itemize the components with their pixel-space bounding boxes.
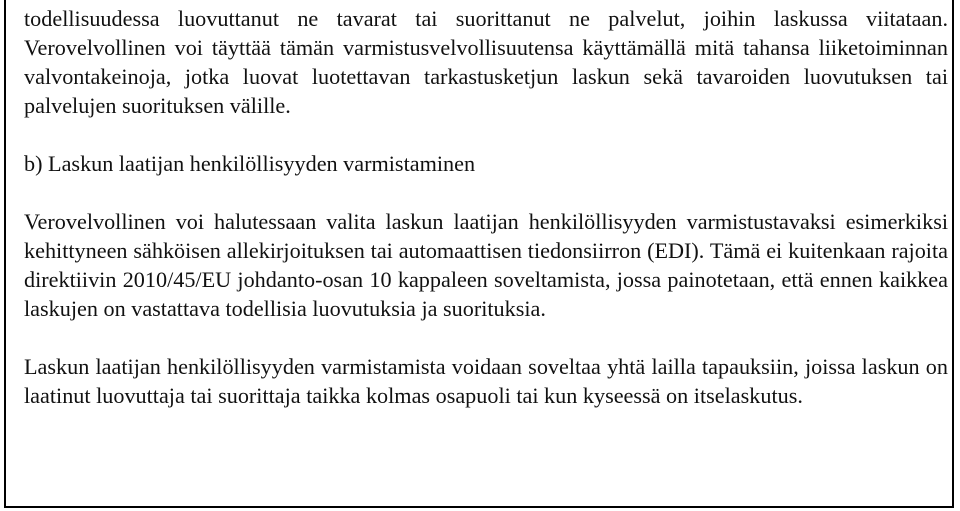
paragraph-identity-verification: Verovelvollinen voi halutessaan valita laskun laatijan henkilöllisyyden varmistustavaksi esimerkiksi kehittyneen sähköisen allekirjoituksen tai automaattisen tiedonsiirron (EDI). Tämä ei kuitenkaan rajoita direktiivin 2010/45/EU johdanto-osan 10 kappaleen soveltamista, jossa painotetaan, että ennen kaikkea laskujen on vastattava todellisia luovutuksia ja suorituksia.: [24, 209, 948, 321]
section-heading-b: b) Laskun laatijan henkilöllisyyden varmistaminen: [24, 151, 476, 176]
paragraph-verification-methods: todellisuudessa luovuttanut ne tavarat tai suorittanut ne palvelut, joihin laskussa viitataan. Verovelvollinen voi täyttää tämän varmistusvelvollisuutensa käyttämällä mitä tahansa liiketoiminnan valvontakeinoja, jotka luovat luotettavan tarkastusketjun laskun sekä tavaroiden luovutuksen tai palvelujen suorituksen välille.: [24, 6, 948, 118]
paragraph-gap: [24, 120, 948, 149]
document-body: [24, 4, 948, 410]
paragraph-gap: [24, 323, 948, 352]
paragraph-gap: [24, 178, 948, 207]
paragraph-application-scope: Laskun laatijan henkilöllisyyden varmistamista voidaan soveltaa yhtä lailla tapauksiin, joissa laskun on laatinut luovuttaja tai suorittaja taikka kolmas osapuoli tai kun kyseessä on itselaskutus.: [24, 354, 948, 408]
document-frame: [4, 0, 954, 508]
